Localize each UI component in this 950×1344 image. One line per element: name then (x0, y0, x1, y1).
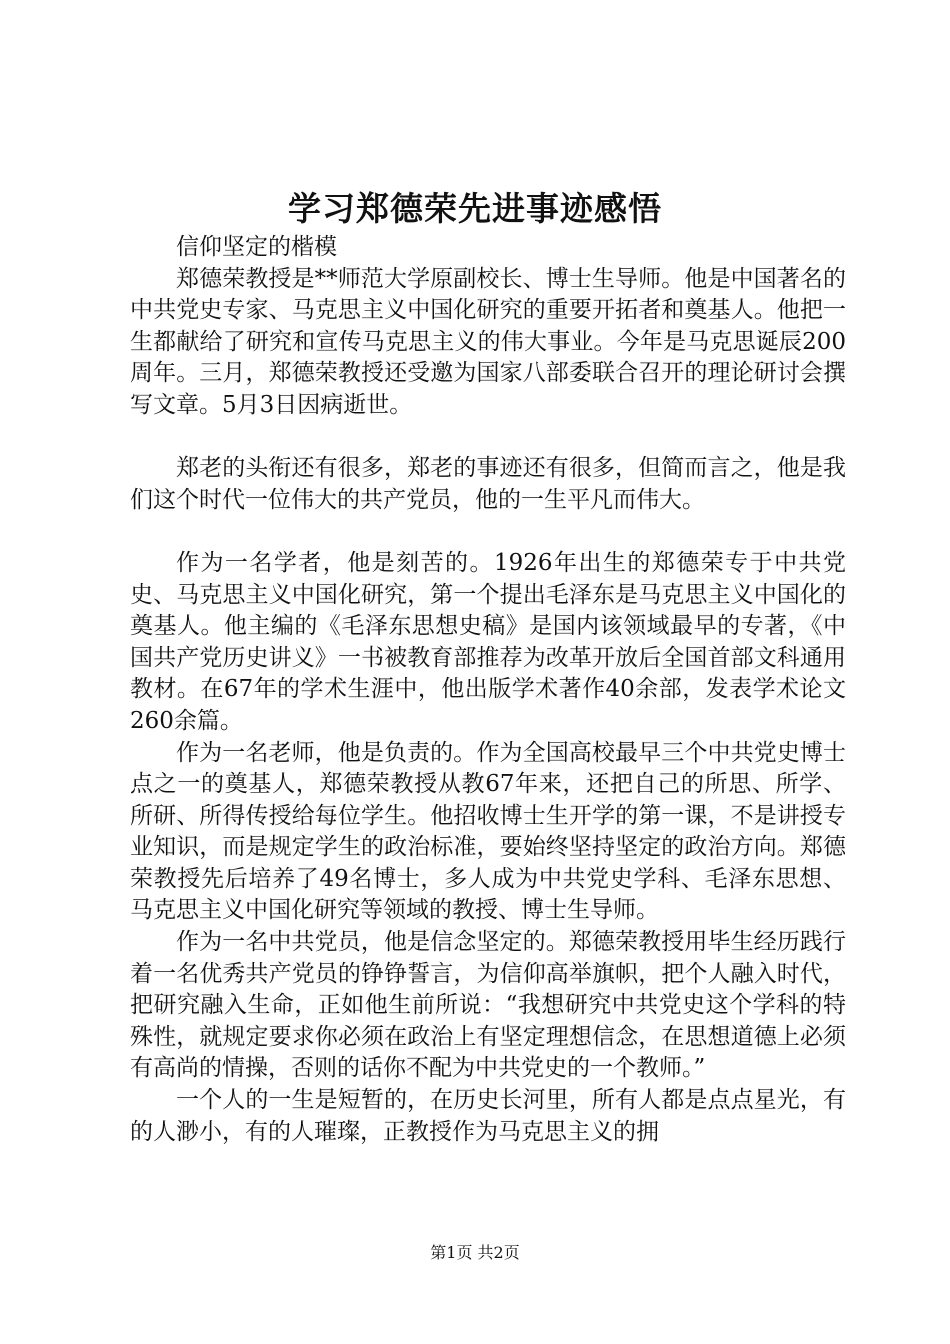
body-paragraph: 郑德荣教授是**师范大学原副校长、博士生导师。他是中国著名的中共党史专家、马克思主义中国化研究的重要开拓者和奠基人。他把一生都献给了研究和宣传马克思主义的伟大事业。今年是马克思诞辰200周年。三月，郑德荣教授还受邀为国家八部委联合召开的理论研讨会撰写文章。5月3日因病逝世。 (130, 265, 846, 418)
section-heading: 信仰坚定的楷模 (176, 234, 337, 260)
document-title: 学习郑德荣先进事迹感悟 (288, 189, 662, 228)
body-paragraph: 作为一名老师，他是负责的。作为全国高校最早三个中共党史博士点之一的奠基人，郑德荣教授从教67年来，还把自己的所思、所学、所研、所得传授给每位学生。他招收博士生开学的第一课，不是讲授专业知识，而是规定学生的政治标准，要始终坚持坚定的政治方向。郑德荣教授先后培养了49名博士，多人成为中共党史学科、毛泽东思想、马克思主义中国化研究等领域的教授、博士生导师。 (130, 739, 846, 924)
body-paragraph: 作为一名中共党员，他是信念坚定的。郑德荣教授用毕生经历践行着一名优秀共产党员的铮铮誓言，为信仰高举旗帜，把个人融入时代，把研究融入生命，正如他生前所说：“我想研究中共党史这个学科的特殊性，就规定要求你必须在政治上有坚定理想信念，在思想道德上必须有高尚的情操，否则的话你不配为中共党史的一个教师。” (130, 929, 846, 1082)
document-body (130, 232, 846, 1148)
body-paragraph: 作为一名学者，他是刻苦的。1926年出生的郑德荣专于中共党史、马克思主义中国化研究，第一个提出毛泽东是马克思主义中国化的奠基人。他主编的《毛泽东思想史稿》是国内该领域最早的专著，《中国共产党历史讲义》一书被教育部推荐为改革开放后全国首部文科通用教材。在67年的学术生涯中，他出版学术著作40余部，发表学术论文260余篇。 (130, 549, 846, 734)
body-paragraph: 郑老的头衔还有很多，郑老的事迹还有很多，但简而言之，他是我们这个时代一位伟大的共产党员，他的一生平凡而伟大。 (130, 455, 846, 513)
page-footer: 第1页 共2页 (430, 1243, 520, 1262)
body-paragraph: 一个人的一生是短暂的，在历史长河里，所有人都是点点星光，有的人渺小，有的人璀璨，正教授作为马克思主义的拥 (130, 1087, 846, 1145)
